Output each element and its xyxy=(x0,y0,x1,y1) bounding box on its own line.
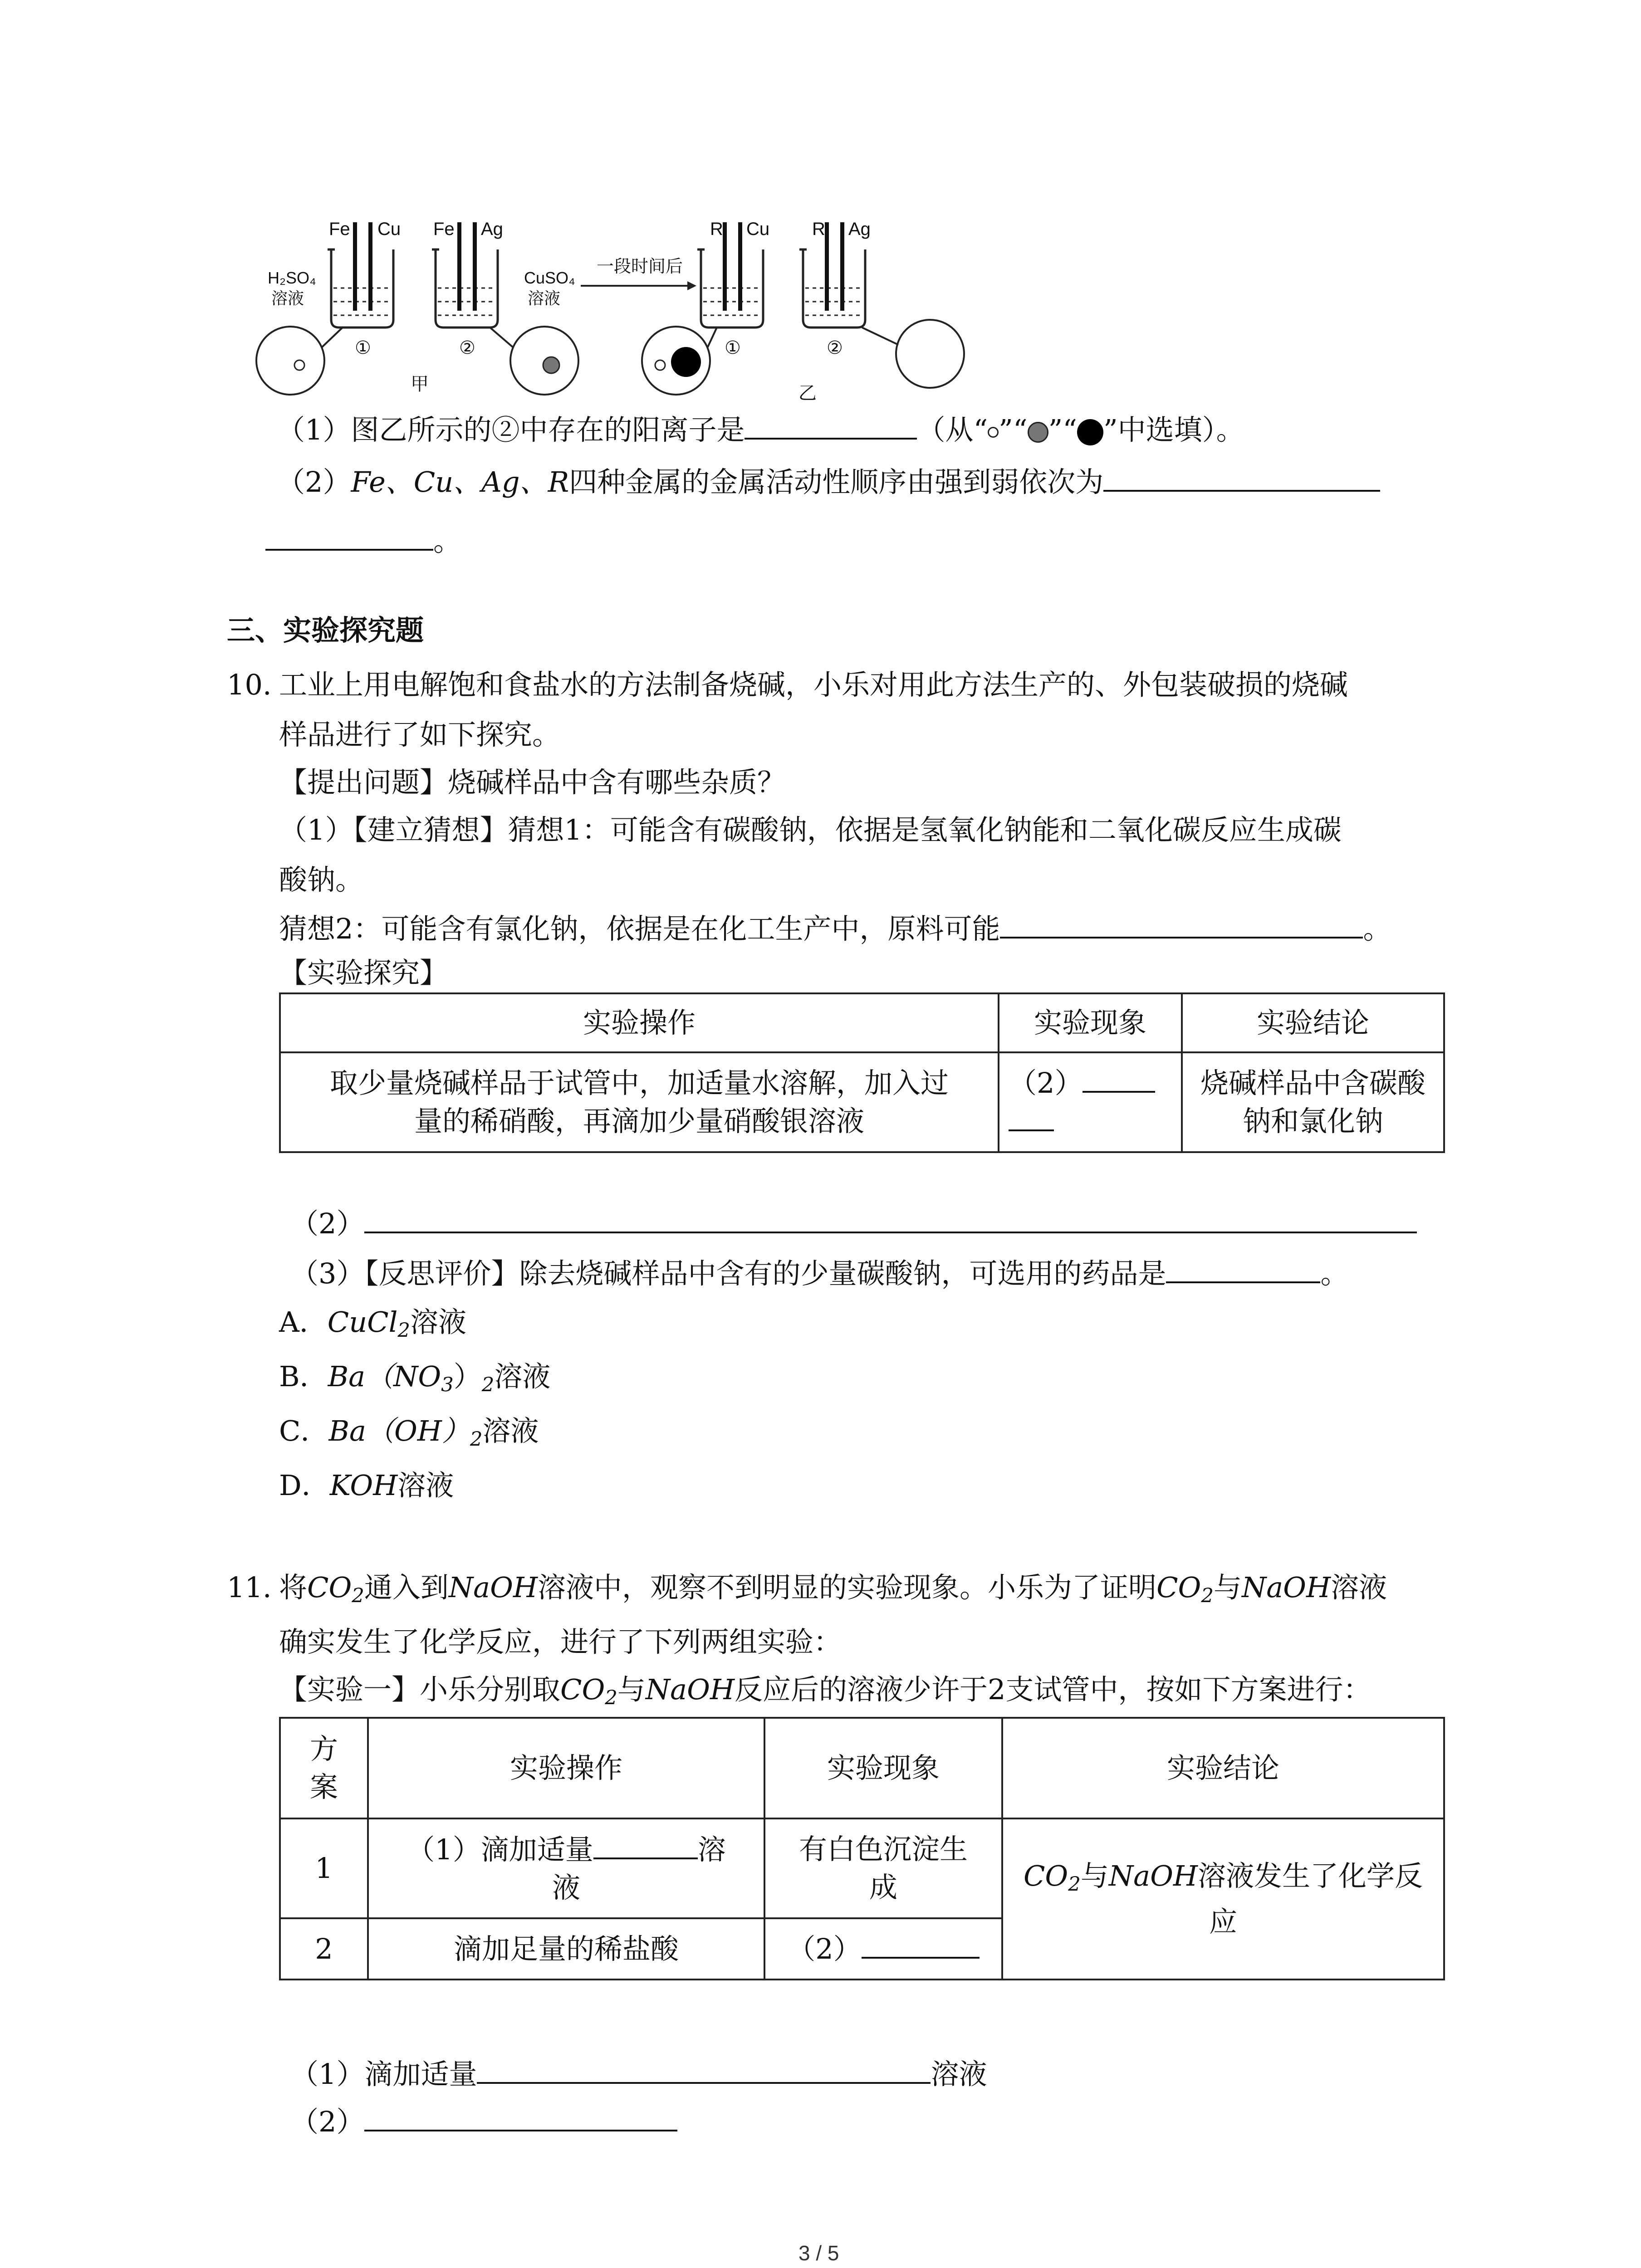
table-header: 实验现象 xyxy=(999,993,1182,1052)
solution-formula: CuSO₄ xyxy=(524,269,575,287)
table-header: 实验操作 xyxy=(280,993,999,1052)
q11-answer-1: （1）滴加适量 溶液 xyxy=(290,2055,987,2092)
option-c[interactable]: C．$Ba(OH)_2$溶液 xyxy=(279,1414,539,1451)
q9-part2: （2）Fe、Cu、Ag、R四种金属的金属活动性顺序由强到弱依次为 xyxy=(277,463,1380,500)
q10-guess2: 猜想2：可能含有氯化钠，依据是在化工生产中，原料可能 。 xyxy=(279,909,1391,947)
electrode-label: Cu xyxy=(746,219,770,239)
q11-stem-2: 确实发生了化学反应，进行了下列两组实验： xyxy=(279,1625,842,1658)
small-white-circle-icon xyxy=(988,427,999,438)
gray-circle-icon xyxy=(1028,422,1048,443)
q10-table-blank-cont[interactable] xyxy=(1009,1102,1054,1131)
electrode-label: Fe xyxy=(433,219,455,239)
electrochemistry-figure xyxy=(254,209,1007,408)
table-cell: 1 xyxy=(280,1818,368,1918)
table-header: 方 案 xyxy=(280,1718,368,1818)
beaker-number: ② xyxy=(827,338,843,358)
q9-answer-blank-2b[interactable] xyxy=(265,522,433,551)
table-cell: $CO_2$与NaOH溶液发生了化学反 应 xyxy=(1002,1818,1444,1980)
q11-answer-2-blank[interactable] xyxy=(364,2102,677,2131)
q9-answer-blank-2[interactable] xyxy=(1103,463,1380,492)
q11-number: 11. xyxy=(227,1571,272,1604)
arrow-label: 一段时间后 xyxy=(597,257,683,276)
label-yi: 乙 xyxy=(798,383,817,403)
q10-stem-2: 样品进行了如下探究。 xyxy=(279,718,561,751)
q10-explore: 【实验探究】 xyxy=(279,956,448,989)
q11-table-blank-2[interactable] xyxy=(862,1930,980,1959)
q10-answer-2: （2） xyxy=(290,1204,1417,1242)
solution-word: 溶液 xyxy=(271,289,304,308)
q11-answer-2: （2） xyxy=(290,2102,677,2140)
solution-word: 溶液 xyxy=(528,289,561,308)
q10-guess2-blank[interactable] xyxy=(1000,909,1363,938)
q9-part1: （1）图乙所示的②中存在的阳离子是 （从“ ”“ ”“ ”中选填）。 xyxy=(277,411,1244,448)
black-circle-icon xyxy=(1077,419,1103,445)
table-cell: 2 xyxy=(280,1918,368,1980)
table-cell: （2） xyxy=(999,1052,1182,1152)
beaker-number: ① xyxy=(725,338,741,358)
electrode-label: R xyxy=(710,219,723,239)
q11-stem-1: 将$CO_2$通入到NaOH溶液中，观察不到明显的实验现象。小乐为了证明$CO_2$与NaOH溶液 xyxy=(279,1571,1387,1607)
table-header: 实验现象 xyxy=(764,1718,1002,1818)
q11-table-blank-1[interactable] xyxy=(593,1830,698,1859)
q11-answer-1-blank[interactable] xyxy=(477,2055,931,2084)
q10-guess1: （1）【建立猜想】猜想1：可能含有碳酸钠，依据是氢氧化钠能和二氧化碳反应生成碳 xyxy=(279,813,1342,846)
table-cell: （1）滴加适量 溶 液 xyxy=(368,1818,764,1918)
q10-question: 【提出问题】烧碱样品中含有哪些杂质？ xyxy=(279,766,786,799)
q11-table xyxy=(279,1717,1445,1980)
section-title: 三、实验探究题 xyxy=(227,614,424,647)
electrode-label: Ag xyxy=(481,219,503,239)
solution-formula: H₂SO₄ xyxy=(268,269,316,287)
electrode-label: Cu xyxy=(377,219,401,239)
option-a[interactable]: A．CuCl$_2$溶液 xyxy=(279,1305,467,1342)
page-number: 3 / 5 xyxy=(798,2241,839,2265)
q10-reflect-blank[interactable] xyxy=(1166,1254,1320,1283)
q10-stem-1: 工业上用电解饱和食盐水的方法制备烧碱，小乐对用此方法生产的、外包装破损的烧碱 xyxy=(279,668,1348,701)
table-cell: 有白色沉淀生 成 xyxy=(764,1818,1002,1918)
beaker-number: ② xyxy=(459,338,475,358)
table-cell: 滴加足量的稀盐酸 xyxy=(368,1918,764,1980)
option-b[interactable]: B．$Ba(NO_3)_2$溶液 xyxy=(279,1360,551,1396)
q11-exp1: 【实验一】小乐分别取$CO_2$与NaOH反应后的溶液少许于2支试管中，按如下方案进行： xyxy=(279,1673,1372,1709)
table-cell: 取少量烧碱样品于试管中，加适量水溶解，加入过 量的稀硝酸，再滴加少量硝酸银溶液 xyxy=(280,1052,999,1152)
q9-part2-cont: 。 xyxy=(265,522,461,559)
q10-table xyxy=(279,992,1445,1153)
q10-reflect: （3）【反思评价】除去烧碱样品中含有的少量碳酸钠，可选用的药品是 。 xyxy=(290,1254,1348,1292)
q10-table-blank[interactable] xyxy=(1083,1064,1155,1093)
q9-answer-blank-1[interactable] xyxy=(745,411,917,440)
q10-answer-2-blank[interactable] xyxy=(364,1204,1417,1233)
electrode-label: Fe xyxy=(329,219,350,239)
label-jia: 甲 xyxy=(411,374,429,394)
table-header: 实验操作 xyxy=(368,1718,764,1818)
beaker-number: ① xyxy=(355,338,371,358)
option-d[interactable]: D．KOH溶液 xyxy=(279,1469,454,1502)
table-cell: 烧碱样品中含碳酸 钠和氯化钠 xyxy=(1182,1052,1444,1152)
table-header: 实验结论 xyxy=(1002,1718,1444,1818)
q10-number: 10. xyxy=(227,668,272,701)
electrode-label: Ag xyxy=(848,219,871,239)
electrode-label: R xyxy=(812,219,825,239)
q10-guess1-cont: 酸钠。 xyxy=(279,863,364,896)
table-cell: （2） xyxy=(764,1918,1002,1980)
table-header: 实验结论 xyxy=(1182,993,1444,1052)
